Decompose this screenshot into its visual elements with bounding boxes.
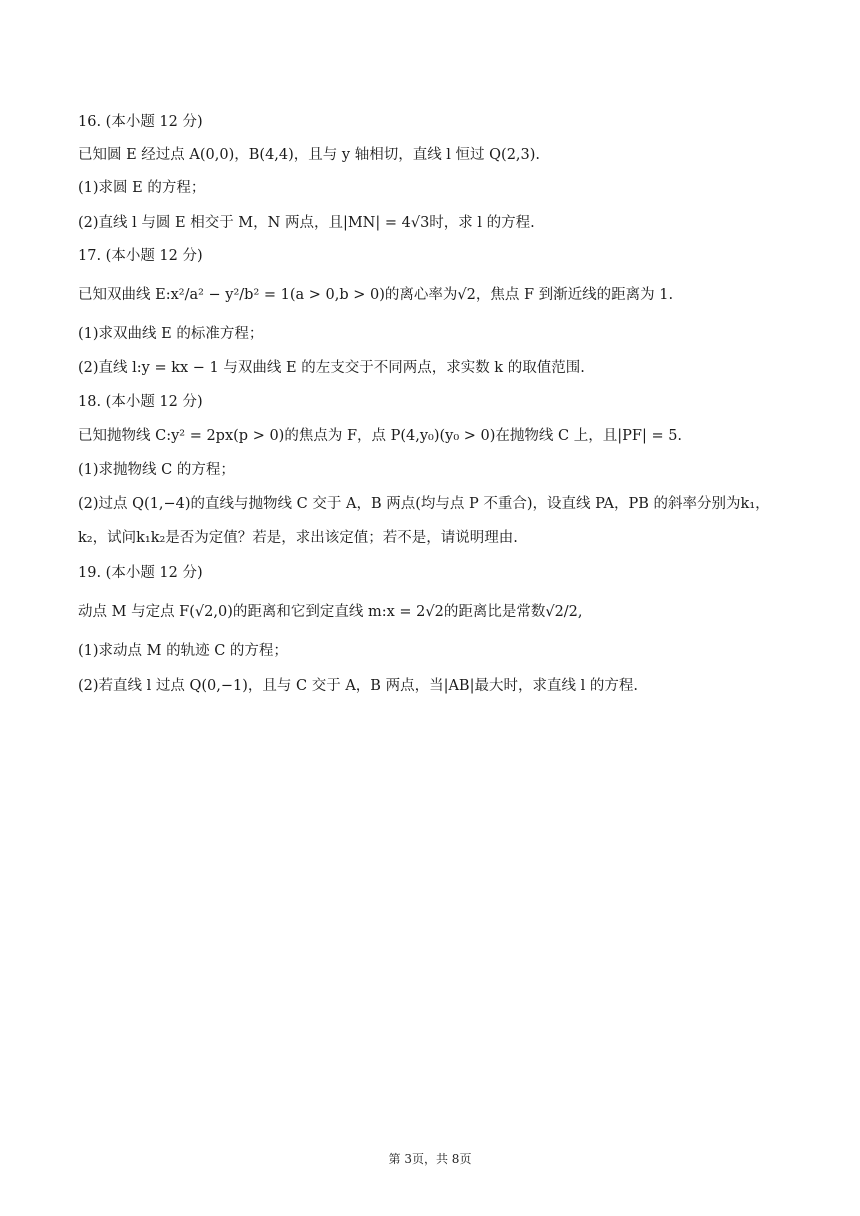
problem-18-part-1: (1)求抛物线 C 的方程； [78, 462, 235, 478]
problem-17-part-1: (1)求双曲线 E 的标准方程； [78, 326, 264, 342]
problem-19-part-1: (1)求动点 M 的轨迹 C 的方程； [78, 643, 288, 659]
problem-16-part-2: (2)直线 l 与圆 E 相交于 M，N 两点，且|MN| = 4√3时，求 l 的方程. [78, 215, 535, 231]
problem-18-part-2: (2)过点 Q(1,−4)的直线与抛物线 C 交于 A，B 两点(均与点 P 不重合)，设直线 PA，PB 的斜率分别为k₁， [78, 496, 770, 512]
problem-16-header: 16. (本小题 12 分) [78, 114, 203, 130]
problem-19-header: 19. (本小题 12 分) [78, 565, 203, 581]
problem-19-statement: 动点 M 与定点 F(√2,0)的距离和它到定直线 m:x = 2√2的距离比是常数√2/2, [78, 604, 583, 620]
problem-17-part-2: (2)直线 l:y = kx − 1 与双曲线 E 的左支交于不同两点，求实数 k 的取值范围. [78, 360, 585, 376]
problem-18-header: 18. (本小题 12 分) [78, 394, 203, 410]
problem-16-statement: 已知圆 E 经过点 A(0,0)，B(4,4)，且与 y 轴相切，直线 l 恒过 Q(2,3). [78, 147, 541, 163]
problem-19-part-2: (2)若直线 l 过点 Q(0,−1)，且与 C 交于 A，B 两点，当|AB|最大时，求直线 l 的方程. [78, 678, 638, 694]
problem-16-part-1: (1)求圆 E 的方程； [78, 180, 206, 196]
problem-17-statement: 已知双曲线 E:x²/a² − y²/b² = 1(a > 0,b > 0)的离心率为√2，焦点 F 到渐近线的距离为 1. [78, 287, 674, 303]
problem-17-header: 17. (本小题 12 分) [78, 248, 203, 264]
page-number-footer: 第 3页，共 8页 [388, 1152, 472, 1166]
problem-18-statement: 已知抛物线 C:y² = 2px(p > 0)的焦点为 F，点 P(4,y₀)(y₀ > 0)在抛物线 C 上，且|PF| = 5. [78, 428, 683, 444]
problem-18-part-2-continued: k₂，试问k₁k₂是否为定值？若是，求出该定值；若不是，请说明理由. [78, 530, 518, 546]
